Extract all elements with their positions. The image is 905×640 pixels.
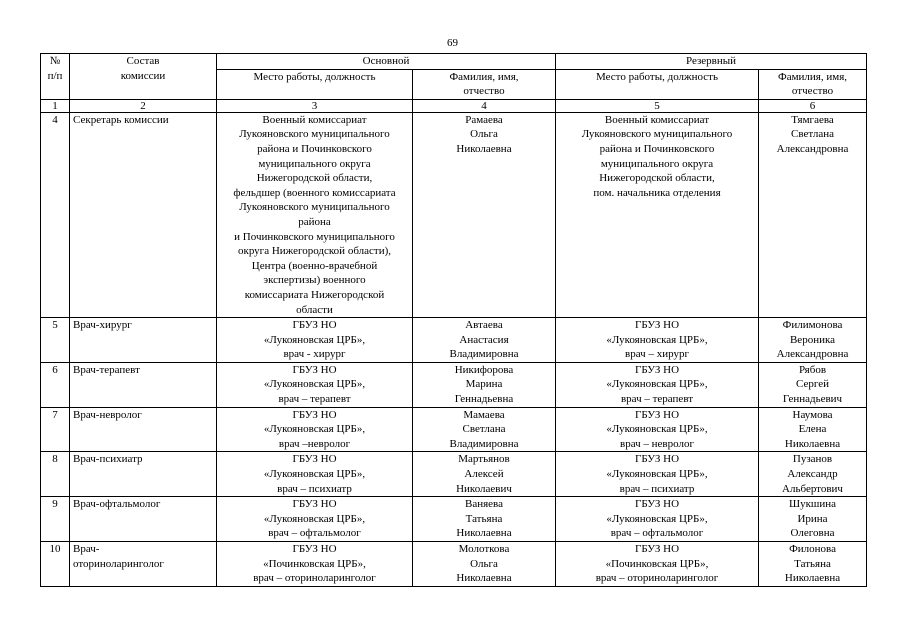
commission-role: Врач-терапевт [70, 362, 217, 407]
main-fio: Ваняева Татьяна Николаевна [413, 497, 556, 542]
header-reserve-workplace: Место работы, должность [556, 69, 759, 99]
reserve-fio: Филимонова Вероника Александровна [759, 318, 867, 363]
commission-role: Врач- оториноларинголог [70, 542, 217, 587]
main-workplace: ГБУЗ НО «Починковская ЦРБ», врач – оториноларинголог [217, 542, 413, 587]
row-number: 5 [41, 318, 70, 363]
commission-role: Врач-психиатр [70, 452, 217, 497]
row-number: 4 [41, 112, 70, 317]
main-workplace: ГБУЗ НО «Лукояновская ЦРБ», врач – офтальмолог [217, 497, 413, 542]
reserve-fio: Шукшина Ирина Олеговна [759, 497, 867, 542]
reserve-fio: Рябов Сергей Геннадьевич [759, 362, 867, 407]
reserve-workplace: ГБУЗ НО «Лукояновская ЦРБ», врач – терапевт [556, 362, 759, 407]
column-number: 6 [759, 99, 867, 112]
main-fio: Мартьянов Алексей Николаевич [413, 452, 556, 497]
reserve-fio: Тямгаева Светлана Александровна [759, 112, 867, 317]
commission-role: Врач-хирург [70, 318, 217, 363]
main-fio: Никифорова Марина Геннадьевна [413, 362, 556, 407]
table-row [41, 542, 867, 587]
main-workplace: ГБУЗ НО «Лукояновская ЦРБ», врач –невролог [217, 407, 413, 452]
main-workplace: ГБУЗ НО «Лукояновская ЦРБ», врач – психиатр [217, 452, 413, 497]
row-number: 10 [41, 542, 70, 587]
table-row [41, 452, 867, 497]
reserve-workplace: ГБУЗ НО «Лукояновская ЦРБ», врач – психиатр [556, 452, 759, 497]
column-number: 2 [70, 99, 217, 112]
table-row [41, 362, 867, 407]
reserve-fio: Пузанов Александр Альбертович [759, 452, 867, 497]
reserve-fio: Наумова Елена Николаевна [759, 407, 867, 452]
header-reserve: Резервный [556, 54, 867, 70]
main-workplace: Военный комиссариат Лукояновского муниципального района и Починковского муниципального округа Нижегородской области, фельдшер (военного комиссариата Лукояновского муниципального района и Починковского муниципального округа Нижегородской области), Центра (военно-врачебной экспертизы) военного комиссариата Нижегородской области [217, 112, 413, 317]
main-fio: Молоткова Ольга Николаевна [413, 542, 556, 587]
page-number: 69 [447, 37, 458, 49]
table-body [41, 112, 867, 586]
table-row [41, 112, 867, 317]
row-number: 8 [41, 452, 70, 497]
commission-role: Секретарь комиссии [70, 112, 217, 317]
main-fio: Рамаева Ольга Николаевна [413, 112, 556, 317]
commission-table [40, 53, 867, 587]
header-reserve-fio: Фамилия, имя, отчество [759, 69, 867, 99]
header-composition: Состав комиссии [70, 54, 217, 100]
header-main-fio: Фамилия, имя, отчество [413, 69, 556, 99]
commission-role: Врач-невролог [70, 407, 217, 452]
header-num: № п/п [41, 54, 70, 100]
main-workplace: ГБУЗ НО «Лукояновская ЦРБ», врач - хирург [217, 318, 413, 363]
reserve-workplace: ГБУЗ НО «Починковская ЦРБ», врач – оториноларинголог [556, 542, 759, 587]
table-row [41, 318, 867, 363]
table-row [41, 407, 867, 452]
header-row-1 [41, 54, 867, 70]
reserve-workplace: ГБУЗ НО «Лукояновская ЦРБ», врач – офтальмолог [556, 497, 759, 542]
main-fio: Мамаева Светлана Владимировна [413, 407, 556, 452]
row-number: 6 [41, 362, 70, 407]
main-workplace: ГБУЗ НО «Лукояновская ЦРБ», врач – терапевт [217, 362, 413, 407]
header-main-workplace: Место работы, должность [217, 69, 413, 99]
table-row [41, 497, 867, 542]
reserve-workplace: Военный комиссариат Лукояновского муниципального района и Починковского муниципального округа Нижегородской области, пом. начальника отделения [556, 112, 759, 317]
commission-role: Врач-офтальмолог [70, 497, 217, 542]
reserve-fio: Филонова Татьяна Николаевна [759, 542, 867, 587]
reserve-workplace: ГБУЗ НО «Лукояновская ЦРБ», врач – хирург [556, 318, 759, 363]
row-number: 9 [41, 497, 70, 542]
column-number: 3 [217, 99, 413, 112]
column-number-row [41, 99, 867, 112]
column-number: 5 [556, 99, 759, 112]
header-main: Основной [217, 54, 556, 70]
reserve-workplace: ГБУЗ НО «Лукояновская ЦРБ», врач – невролог [556, 407, 759, 452]
column-number: 1 [41, 99, 70, 112]
row-number: 7 [41, 407, 70, 452]
column-number: 4 [413, 99, 556, 112]
main-fio: Автаева Анастасия Владимировна [413, 318, 556, 363]
